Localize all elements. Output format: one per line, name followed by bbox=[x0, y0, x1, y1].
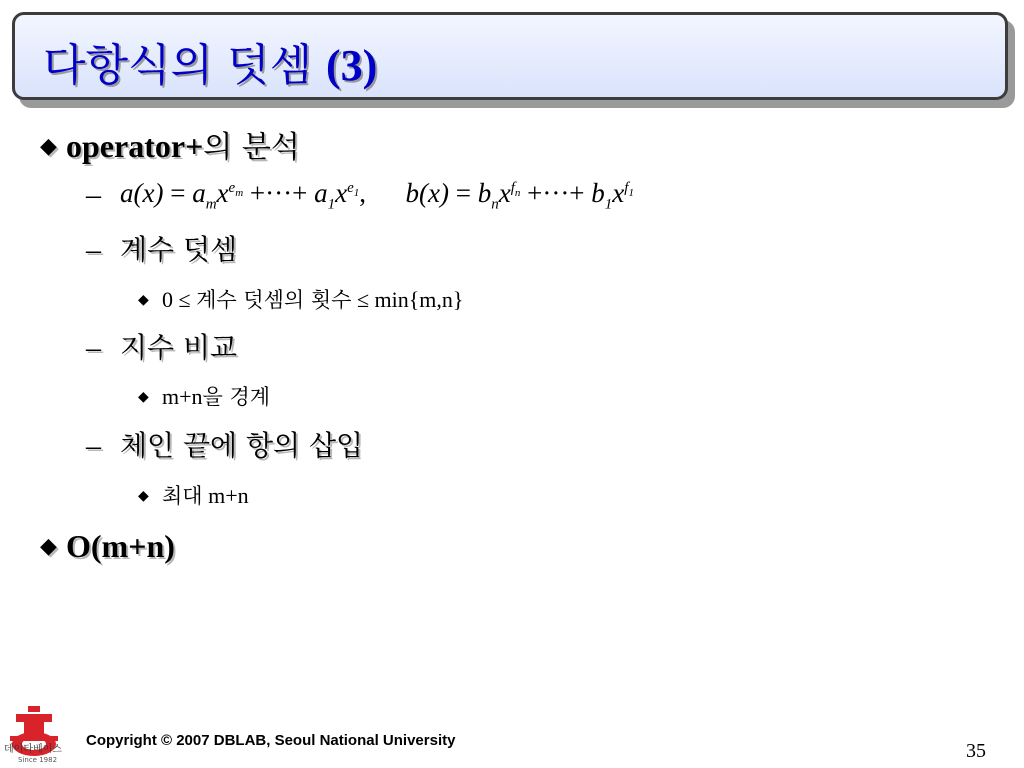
logo-subtext: Since 1982 bbox=[18, 756, 58, 764]
max-inserts-tail: m+n bbox=[202, 483, 249, 508]
formula-a-lead-exp: e bbox=[228, 180, 236, 196]
bullet-operator-prefix: operator+ bbox=[66, 128, 204, 164]
exponent-bound-lead: m+n bbox=[162, 384, 203, 409]
bullet-operator-suffix: 의 분석 bbox=[203, 130, 300, 165]
formula-b-lead-x: x bbox=[498, 178, 511, 208]
formula-b-last-sub: 1 bbox=[604, 196, 613, 213]
diamond-bullet-icon: ◆ bbox=[40, 533, 57, 558]
slide-title-number: (3) bbox=[326, 41, 378, 90]
formula-b-lead-exp-sub: n bbox=[514, 187, 521, 199]
dash-bullet: – bbox=[86, 233, 101, 266]
title-banner bbox=[12, 12, 1008, 100]
small-diamond-bullet-icon: ◆ bbox=[138, 489, 149, 504]
formula-a-lhs: a(x) bbox=[120, 178, 164, 208]
formula-a-lead-sub: m bbox=[205, 196, 217, 213]
coefficient-count-tail: ≤ min{m,n} bbox=[351, 287, 464, 312]
formula-dots-a: +···+ bbox=[249, 178, 308, 208]
sub-bullet-exponent-bound bbox=[138, 381, 270, 411]
formula-b-lhs: b(x) bbox=[405, 178, 449, 208]
small-diamond-bullet-icon: ◆ bbox=[138, 390, 149, 405]
formula-b-last-exp: f bbox=[624, 180, 629, 196]
bullet-operator-analysis bbox=[40, 122, 300, 166]
page-number: 35 bbox=[966, 740, 986, 762]
bullet-coefficient-add bbox=[86, 228, 237, 268]
bullet-exponent-compare bbox=[86, 326, 237, 366]
formula-b-lead-coef: b bbox=[477, 178, 492, 208]
copyright-notice: Copyright © 2007 DBLAB, Seoul National University bbox=[86, 732, 456, 749]
chain-append-label: 체인 끝에 항의 삽입 bbox=[120, 429, 364, 462]
bullet-complexity bbox=[40, 528, 175, 565]
diamond-bullet-icon: ◆ bbox=[40, 133, 57, 158]
formula-a-last-x: x bbox=[335, 178, 348, 208]
formula-b-lead-sub: n bbox=[491, 196, 499, 213]
formula-a-last-coef: a bbox=[314, 178, 328, 208]
dash-bullet: – bbox=[86, 331, 101, 364]
formula-item bbox=[86, 178, 120, 212]
formula-a-last-exp-sub: 1 bbox=[353, 187, 360, 199]
coefficient-add-label: 계수 덧셈 bbox=[120, 233, 238, 266]
logo-text: 데이타베이스 bbox=[4, 744, 62, 755]
formula-a-last-exp: e bbox=[347, 180, 354, 196]
formula-a-last-sub: 1 bbox=[327, 196, 336, 213]
small-diamond-bullet-icon: ◆ bbox=[138, 293, 149, 308]
coefficient-count-korean: 계수 덧셈의 횟수 bbox=[196, 288, 352, 312]
formula-a-lead-exp-sub: m bbox=[235, 187, 244, 199]
formula-equals-a: = bbox=[170, 178, 186, 208]
sub-bullet-max-inserts bbox=[138, 480, 249, 510]
formula-b-last-x: x bbox=[612, 178, 625, 208]
exponent-bound-korean: 을 경계 bbox=[202, 385, 271, 409]
formula-comma: , bbox=[359, 178, 366, 208]
sub-bullet-coefficient-count bbox=[138, 284, 463, 314]
formula-b-last-coef: b bbox=[591, 178, 605, 208]
polynomial-formula bbox=[120, 178, 634, 213]
formula-b-last-exp-sub: 1 bbox=[628, 187, 634, 199]
formula-equals-b: = bbox=[455, 178, 471, 208]
bullet-chain-append bbox=[86, 424, 363, 464]
formula-a-lead-coef: a bbox=[192, 178, 206, 208]
complexity-text: O(m+n) bbox=[66, 528, 175, 564]
coefficient-count-lead: 0 ≤ bbox=[162, 287, 197, 312]
slide-title-korean: 다항식의 덧셈 bbox=[43, 40, 313, 91]
formula-dots-b: +···+ bbox=[527, 178, 585, 208]
dash-bullet: – bbox=[86, 429, 101, 462]
formula-a-lead-x: x bbox=[216, 178, 229, 208]
dash-bullet: – bbox=[86, 178, 101, 211]
exponent-compare-label: 지수 비교 bbox=[120, 331, 238, 364]
formula-b-lead-exp: f bbox=[510, 180, 515, 196]
slide-title bbox=[43, 29, 377, 93]
max-inserts-korean: 최대 bbox=[162, 484, 203, 508]
